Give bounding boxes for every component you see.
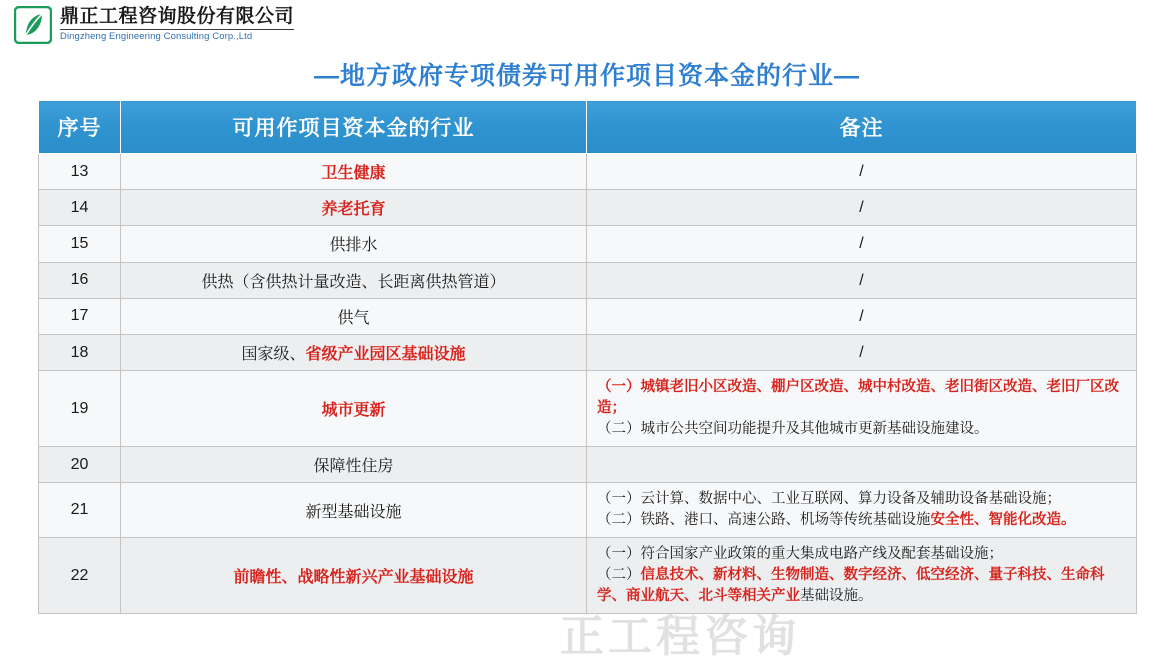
company-name-cn: 鼎正工程咨询股份有限公司: [60, 7, 294, 30]
cell-industry: [121, 447, 587, 483]
text-run: /: [859, 163, 864, 180]
text-run: /: [859, 343, 864, 361]
watermark-text: 正工程咨询: [560, 612, 800, 661]
cell-industry: [121, 483, 587, 538]
industry-table: [38, 100, 1137, 614]
text-run: /: [859, 307, 864, 325]
text-run: 供热（含供热计量改造、长距离供热管道）: [201, 273, 506, 291]
text-run: /: [859, 271, 864, 289]
column-header-index: 序号: [39, 101, 121, 154]
note-line: [597, 565, 1126, 607]
text-run: 供气: [337, 309, 370, 327]
company-name-en: Dingzheng Engineering Consulting Corp.,Ltd: [60, 31, 253, 43]
cell-index: 22: [39, 538, 121, 614]
table-row: [39, 226, 1137, 262]
cell-index: 16: [39, 262, 121, 298]
text-run: （二）: [597, 567, 641, 584]
text-run: /: [859, 199, 864, 217]
cell-industry: [121, 190, 587, 226]
cell-note: [587, 226, 1137, 262]
table-container: [38, 100, 1136, 614]
cell-industry: [121, 154, 587, 190]
leaf-logo-icon: [14, 6, 52, 44]
text-run: 卫生健康: [321, 165, 386, 183]
cell-note: [587, 447, 1137, 483]
cell-index: 13: [39, 154, 121, 190]
text-run: 养老托育: [321, 201, 386, 219]
cell-note: [587, 262, 1137, 298]
cell-note: [587, 538, 1137, 614]
text-run: （二）城市公共空间功能提升及其他城市更新基础设施建设。: [597, 421, 989, 438]
cell-index: 20: [39, 447, 121, 483]
table-row: [39, 447, 1137, 483]
cell-industry: [121, 371, 587, 447]
text-run: （一）云计算、数据中心、工业互联网、算力设备及辅助设备基础设施；: [597, 491, 1061, 508]
text-run: 城市更新: [321, 402, 386, 420]
table-row: [39, 154, 1137, 190]
note-line: [597, 489, 1126, 510]
note-line: [597, 377, 1126, 419]
table-row: [39, 262, 1137, 298]
text-run: 供排水: [329, 237, 378, 255]
note-line: [597, 419, 1126, 440]
text-run: 基础设施。: [800, 588, 873, 605]
table-row: [39, 483, 1137, 538]
text-run: 安全性、智能化改造。: [930, 512, 1076, 529]
cell-industry: [121, 538, 587, 614]
cell-note: [587, 298, 1137, 334]
text-run: （二）铁路、港口、高速公路、机场等传统基础设施: [597, 512, 931, 529]
text-run: 前瞻性、战略性新兴产业基础设施: [233, 569, 474, 587]
note-line: [597, 544, 1126, 565]
cell-note: [587, 371, 1137, 447]
cell-index: 21: [39, 483, 121, 538]
column-header-note: 备注: [587, 101, 1137, 154]
cell-index: 14: [39, 190, 121, 226]
table-header-row: [39, 101, 1137, 154]
text-run: （一）城镇老旧小区改造、棚户区改造、城中村改造、老旧街区改造、老旧厂区改造；: [597, 379, 1119, 417]
cell-note: [587, 154, 1137, 190]
text-run: 信息技术、新材料、生物制造、数字经济、低空经济、量子科技、生命科学、商业航天、北斗等相关产业: [597, 567, 1105, 605]
table-row: [39, 298, 1137, 334]
cell-industry: [121, 298, 587, 334]
text-run: 保障性住房: [313, 458, 394, 476]
table-row: [39, 190, 1137, 226]
table-row: [39, 334, 1137, 370]
table-row: [39, 538, 1137, 614]
cell-index: 15: [39, 226, 121, 262]
cell-note: [587, 190, 1137, 226]
text-run: （一）符合国家产业政策的重大集成电路产线及配套基础设施；: [597, 546, 1003, 563]
company-logo: [14, 6, 294, 44]
cell-note: [587, 334, 1137, 370]
cell-note: [587, 483, 1137, 538]
logo-text-block: [60, 7, 294, 42]
cell-index: 17: [39, 298, 121, 334]
cell-industry: [121, 262, 587, 298]
cell-index: 18: [39, 334, 121, 370]
text-run: 新型基础设施: [305, 503, 402, 521]
cell-industry: [121, 226, 587, 262]
cell-industry: [121, 334, 587, 370]
text-run: 省级产业园区基础设施: [305, 346, 466, 364]
note-line: [597, 510, 1126, 531]
text-run: 国家级、: [241, 346, 306, 364]
cell-index: 19: [39, 371, 121, 447]
table-row: [39, 371, 1137, 447]
column-header-industry: 可用作项目资本金的行业: [121, 101, 587, 154]
text-run: /: [859, 235, 864, 253]
table-body: [39, 154, 1137, 614]
page-title: —地方政府专项债券可用作项目资本金的行业—: [313, 62, 860, 90]
